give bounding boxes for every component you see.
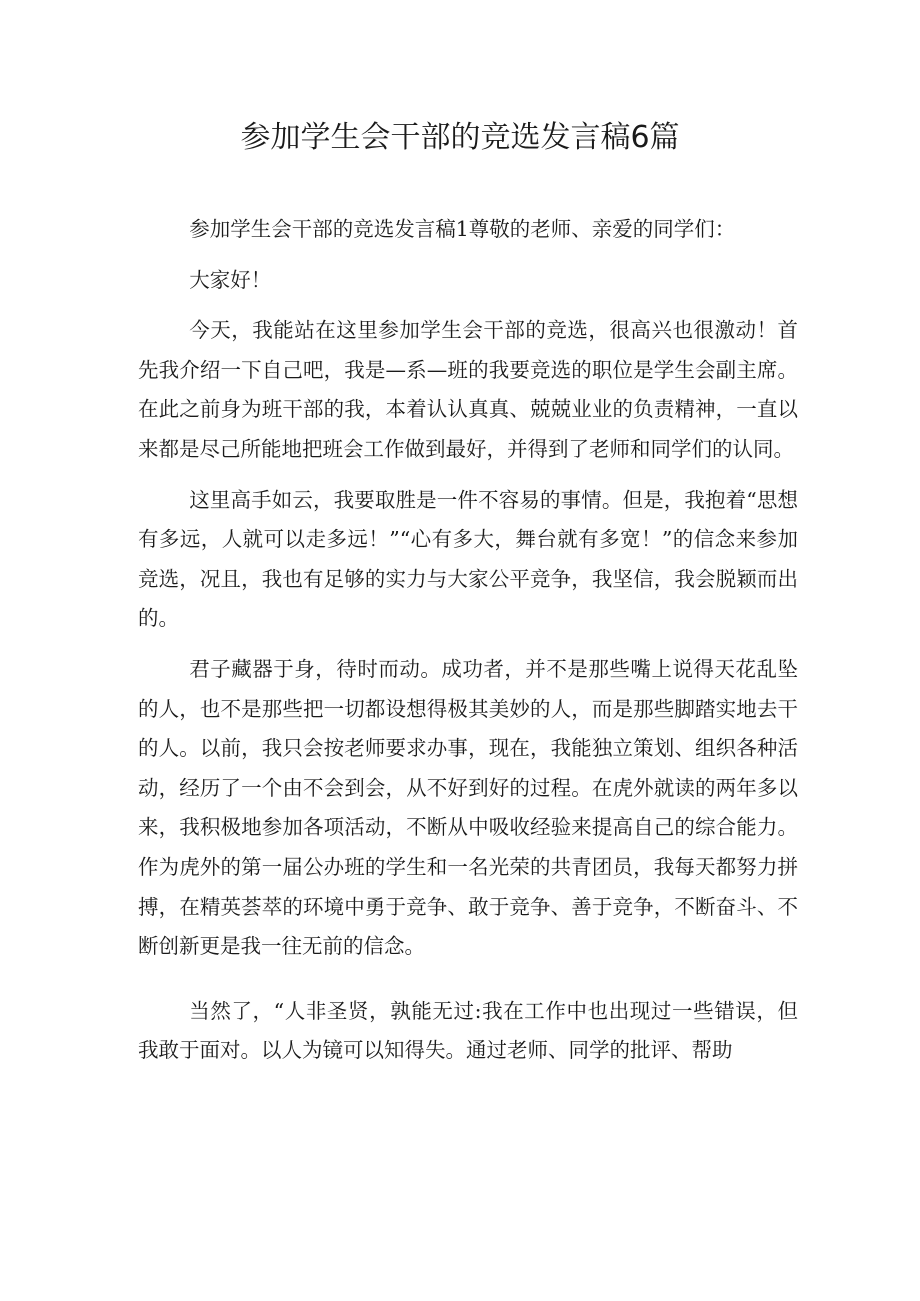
paragraph-introduction: 今天，我能站在这里参加学生会干部的竞选，很高兴也很激动！首先我介绍一下自己吧，我是—系—班的我要竞选的职位是学生会副主席。在此之前身为班干部的我，本着认认真真、兢兢业业的负责精神，一直以来都是尽己所能地把班会工作做到最好，并得到了老师和同学们的认同。 bbox=[138, 318, 798, 461]
paragraph-greeting: 参加学生会干部的竞选发言稿1尊敬的老师、亲爱的同学们： bbox=[189, 217, 736, 241]
paragraph-experience: 君子藏器于身，待时而动。成功者，并不是那些嘴上说得天花乱坠的人，也不是那些把一切都设想得极其美妙的人，而是那些脚踏实地去干的人。以前，我只会按老师要求办事，现在，我能独立策划、组织各种活动，经历了一个由不会到会，从不好到好的过程。在虎外就读的两年多以来，我积极地参加各项活动，不断从中吸收经验来提高自己的综合能力。作为虎外的第一届公办班的学生和一名光荣的共青团员，我每天都努力拼搏，在精英荟萃的环境中勇于竞争、敢于竞争、善于竞争，不断奋斗、不断创新更是我一往无前的信念。 bbox=[138, 656, 798, 959]
document-body bbox=[138, 210, 798, 1071]
paragraph-confidence: 这里高手如云，我要取胜是一件不容易的事情。但是，我抱着“思想有多远，人就可以走多远！”“心有多大，舞台就有多宽！”的信念来参加竞选，况且，我也有足够的实力与大家公平竞争，我坚信，我会脱颖而出的。 bbox=[138, 487, 798, 631]
paragraph-mistakes: 当然了，“人非圣贤，孰能无过:我在工作中也出现过一些错误，但我敢于面对。以人为镜可以知得失。通过老师、同学的批评、帮助 bbox=[138, 998, 798, 1063]
document-title: 参加学生会干部的竞选发言稿6篇 bbox=[240, 120, 680, 155]
paragraph-hello: 大家好！ bbox=[189, 267, 272, 292]
